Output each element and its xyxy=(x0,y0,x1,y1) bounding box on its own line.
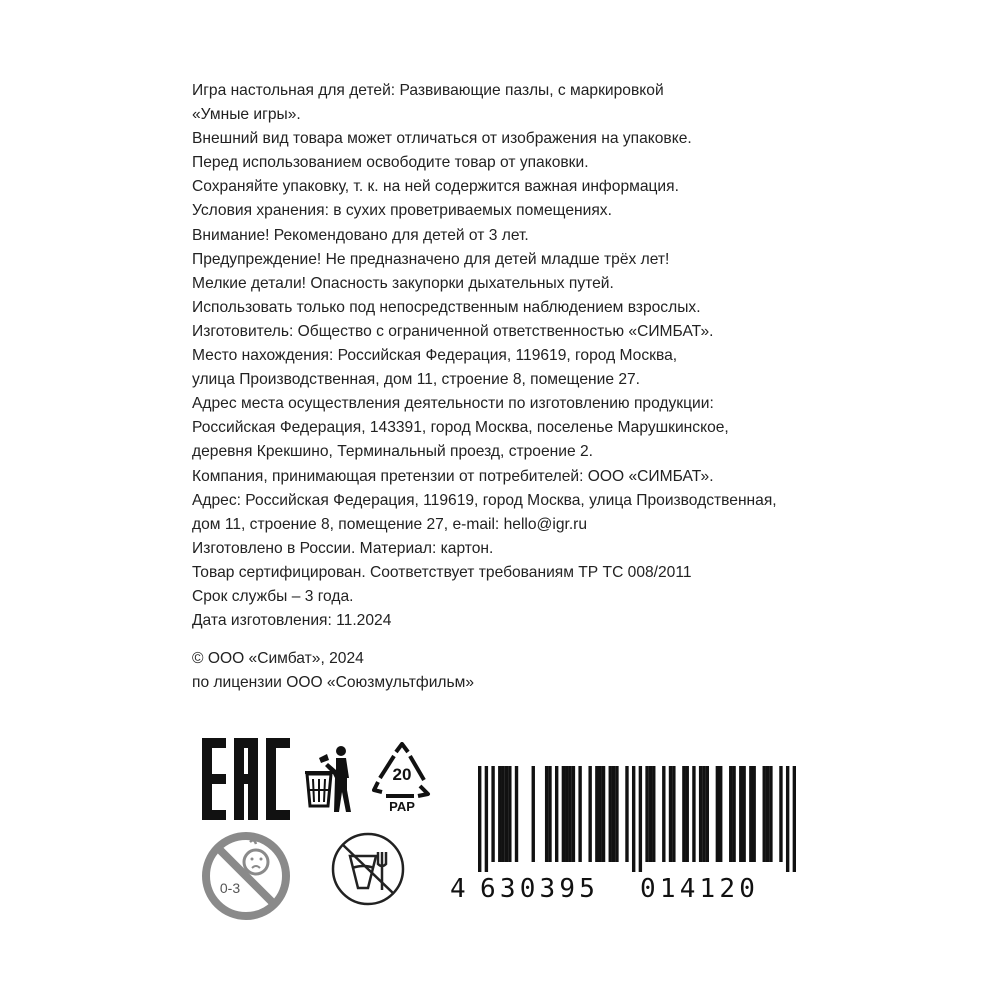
barcode-bar xyxy=(645,766,648,862)
barcode-bar xyxy=(602,766,605,862)
eac-icon xyxy=(202,738,290,820)
barcode-bar xyxy=(595,766,598,862)
pap-recycling-mark xyxy=(370,742,434,816)
barcode-bar xyxy=(769,766,772,862)
copyright-text xyxy=(192,647,474,695)
barcode-digits xyxy=(450,874,800,904)
age-warning-mark xyxy=(200,830,292,922)
barcode-bar xyxy=(692,766,695,862)
barcode-bar xyxy=(752,766,755,862)
barcode-bar xyxy=(652,766,655,862)
info-line: Дата изготовления: 11.2024 xyxy=(192,612,392,630)
info-line: Условия хранения: в сухих проветриваемых помещениях. xyxy=(192,202,612,220)
barcode-bar xyxy=(578,766,581,862)
barcode-bar xyxy=(562,766,565,862)
barcode-bar xyxy=(508,766,511,862)
info-line: Перед использованием освободите товар от упаковки. xyxy=(192,154,589,172)
info-line: Изготовлено в России. Материал: картон. xyxy=(192,539,494,557)
barcode-right-group: 014120 xyxy=(640,874,760,904)
barcode-bar xyxy=(501,766,504,862)
info-line: Изготовитель: Общество с ограниченной ответственностью «СИМБАТ». xyxy=(192,322,714,340)
info-line: Место нахождения: Российская Федерация, 119619, город Москва, xyxy=(192,347,678,365)
barcode-bar xyxy=(565,766,568,862)
info-line: Российская Федерация, 143391, город Москва, поселенье Марушкинское, xyxy=(192,419,729,437)
barcode-bar xyxy=(515,766,518,862)
barcode-guard-bar xyxy=(639,766,642,872)
barcode-bar xyxy=(532,766,535,862)
barcode-guard-bar xyxy=(485,766,488,872)
barcode-bar xyxy=(612,766,615,862)
pap-label: PAP xyxy=(389,799,415,814)
barcode-bar xyxy=(763,766,766,862)
barcode-bar xyxy=(682,766,685,862)
barcode-bar xyxy=(699,766,702,862)
barcode-bar xyxy=(505,766,508,862)
barcode-bar xyxy=(672,766,675,862)
barcode-bar xyxy=(625,766,628,862)
barcode-bar xyxy=(491,766,494,862)
info-line: Адрес места осуществления деятельности по изготовлению продукции: xyxy=(192,395,714,413)
info-line: «Умные игры». xyxy=(192,106,301,124)
barcode-bar xyxy=(609,766,612,862)
barcode-bar xyxy=(732,766,735,862)
pap-number: 20 xyxy=(392,765,412,784)
info-line: Предупреждение! Не предназначено для детей младше трёх лет! xyxy=(192,250,670,268)
barcode-bar xyxy=(706,766,709,862)
barcode-bar xyxy=(719,766,722,862)
barcode-bar xyxy=(568,766,571,862)
no-baby-icon xyxy=(200,830,292,922)
info-line: Использовать только под непосредственным наблюдением взрослых. xyxy=(192,298,701,316)
info-line: Внешний вид товара может отличаться от изображения на упаковке. xyxy=(192,130,692,148)
barcode-bar xyxy=(779,766,782,862)
barcode-guard-bar xyxy=(632,766,635,872)
barcode-bar xyxy=(686,766,689,862)
license-line: по лицензии ООО «Союзмультфильм» xyxy=(192,674,475,692)
barcode-guard-bar xyxy=(786,766,789,872)
info-line: Адрес: Российская Федерация, 119619, город Москва, улица Производственная, xyxy=(192,491,777,509)
info-line: улица Производственная, дом 11, строение 8, помещение 27. xyxy=(192,371,641,389)
barcode-bar xyxy=(729,766,732,862)
info-line: Сохраняйте упаковку, т. к. на ней содержится важная информация. xyxy=(192,178,679,196)
barcode-bar xyxy=(669,766,672,862)
copyright-line: © ООО «Симбат», 2024 xyxy=(192,650,364,667)
recycle-bin-icon xyxy=(303,744,355,814)
info-line: Мелкие детали! Опасность закупорки дыхательных путей. xyxy=(192,274,614,292)
info-line: Товар сертифицирован. Соответствует требованиям ТР ТС 008/2011 xyxy=(192,563,692,581)
info-line: дом 11, строение 8, помещение 27, e-mail: hello@igr.ru xyxy=(192,515,588,533)
barcode-bar xyxy=(545,766,548,862)
barcode-bar xyxy=(742,766,745,862)
barcode-bar xyxy=(498,766,501,862)
age-label: 0-3 xyxy=(219,880,241,896)
barcode-bar xyxy=(662,766,665,862)
barcode-bar xyxy=(548,766,551,862)
info-line: деревня Крекшино, Терминальный проезд, строение 2. xyxy=(192,443,593,461)
barcode-bar xyxy=(555,766,558,862)
barcode-bar xyxy=(615,766,618,862)
barcode-guard-bar xyxy=(793,766,796,872)
info-line: Срок службы – 3 года. xyxy=(192,587,354,605)
barcode xyxy=(478,766,796,872)
barcode-left-group: 630395 xyxy=(480,874,600,904)
barcode-bar xyxy=(749,766,752,862)
barcode-guard-bar xyxy=(478,766,481,872)
barcode-bar xyxy=(588,766,591,862)
product-info-text xyxy=(192,79,832,633)
not-for-food-icon xyxy=(328,830,408,908)
barcode-bar xyxy=(716,766,719,862)
barcode-bar xyxy=(649,766,652,862)
info-line: Внимание! Рекомендовано для детей от 3 лет. xyxy=(192,226,529,244)
barcode-bar xyxy=(599,766,602,862)
info-line: Игра настольная для детей: Развивающие пазлы, с маркировкой xyxy=(192,82,664,99)
barcode-bar xyxy=(572,766,575,862)
info-line: Компания, принимающая претензии от потребителей: ООО «СИМБАТ». xyxy=(192,467,714,485)
barcode-first-digit: 4 xyxy=(450,874,470,904)
barcode-bar xyxy=(739,766,742,862)
barcode-bar xyxy=(702,766,705,862)
barcode-bar xyxy=(766,766,769,862)
